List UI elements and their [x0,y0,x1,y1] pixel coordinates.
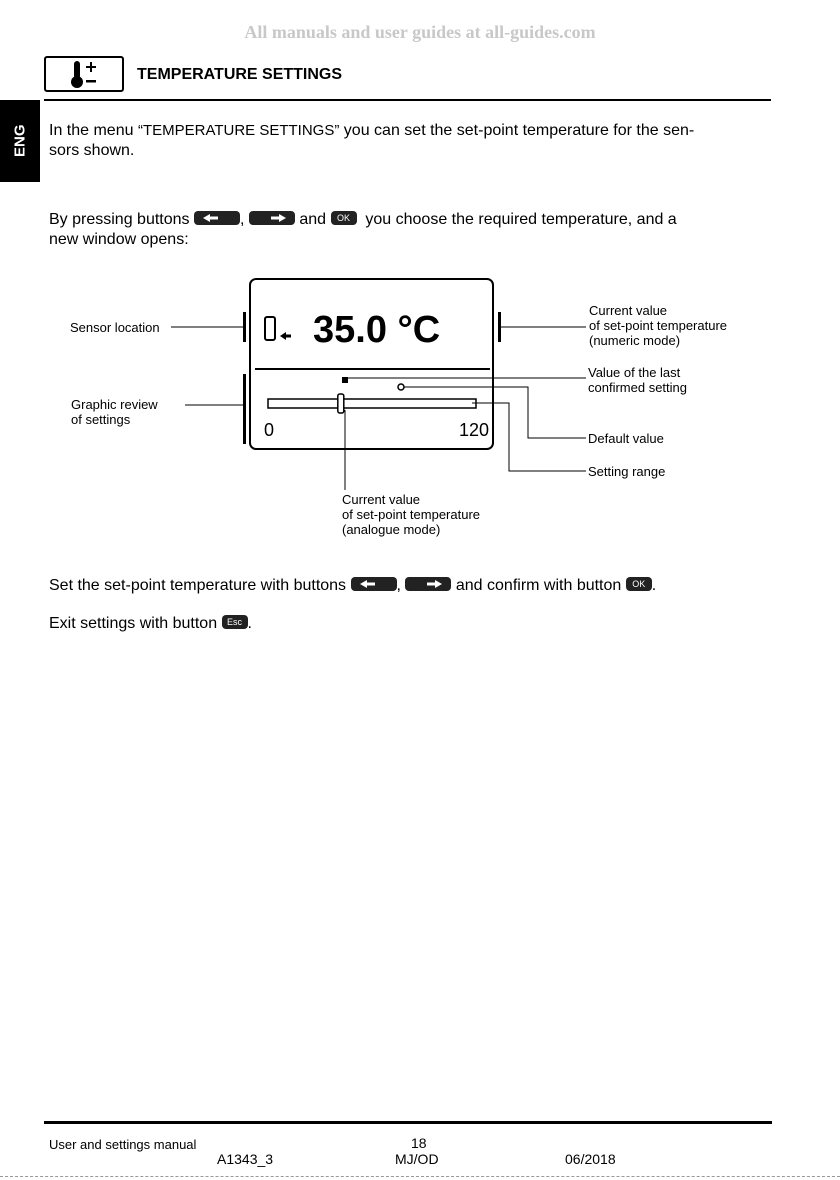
callout-default-value: Default value [588,431,664,446]
left-arrow-button-icon [351,577,397,591]
footer-date: 06/2018 [565,1151,616,1167]
callout-current-numeric-line3: (numeric mode) [589,333,681,348]
para4-end: . [247,615,252,632]
page-edge [0,1176,840,1177]
callout-sensor-location: Sensor location [70,320,160,335]
current-marker [342,377,348,383]
buttons-paragraph [49,210,761,250]
callout-current-analogue-line2: of set-point temperature [342,507,481,522]
para2-text1: By pressing buttons [49,211,190,228]
callout-current-numeric [589,303,727,348]
para3-text1: Set the set-point temperature with buttons [49,577,347,594]
display-frame [250,279,493,449]
callout-current-analogue-line3: (analogue mode) [342,522,441,537]
callout-current-analogue-line1: Current value [342,492,421,507]
esc-button-icon: Esc [222,615,248,629]
callout-graphic-review-line1: Graphic review [71,397,158,412]
para4-text: Exit settings with button [49,615,218,632]
right-bracket-top [498,312,501,342]
callout-last-confirmed-line2: confirmed setting [588,380,687,395]
intro-paragraph [49,121,761,161]
language-label: ENG [11,124,29,158]
slider-thumb [338,394,344,413]
page-title: TEMPERATURE SETTINGS [137,66,343,83]
intro-post: you can set the set-point temperature for the sen- [339,122,695,139]
left-bracket-top [243,312,246,342]
callout-last-confirmed [588,365,687,395]
callout-graphic-review-line2: of settings [71,412,131,427]
display-value: 35.0 °C [313,309,441,351]
callout-setting-range: Setting range [588,464,666,479]
ok-button-icon: OK [626,577,652,591]
thermometer-plus-minus-icon [44,56,124,92]
slider-track [268,399,476,408]
callout-last-confirmed-line1: Value of the last [588,365,681,380]
para3-comma: , [396,577,401,594]
intro-menu-name: “TEMPERATURE SETTINGS” [137,122,340,139]
callout-graphic-review [71,397,158,427]
callout-current-analogue [342,492,480,537]
callout-current-numeric-line2: of set-point temperature [589,318,728,333]
right-arrow-button-icon [405,577,451,591]
scale-min: 0 [264,420,275,440]
footer-page-number: 18 [411,1135,427,1151]
footer-manual: User and settings manual [49,1137,197,1152]
right-arrow-button-icon [249,211,295,225]
exit-paragraph [49,614,761,634]
callout-current-numeric-line1: Current value [589,303,668,318]
para2-comma: , [239,211,245,228]
scale-max: 120 [458,420,489,440]
para2-and: and [299,211,327,228]
watermark: All manuals and user guides at all-guides.com [244,22,596,42]
ok-button-icon: OK [331,211,357,225]
para2-line2: new window opens: [49,231,189,248]
footer-rule [44,1121,772,1124]
left-arrow-button-icon [194,211,240,225]
left-bracket-bottom [243,374,246,444]
footer-code: A1343_3 [217,1151,274,1167]
para3-end: . [651,577,657,594]
last-confirmed-marker [398,384,404,390]
intro-pre: In the menu [49,122,138,139]
header-rule [44,99,771,101]
intro-line2: sors shown. [49,142,135,159]
footer-author: MJ/OD [395,1151,439,1167]
set-paragraph [49,576,761,596]
para3-text2: and confirm with button [455,577,622,594]
para2-text2: you choose the required temperature, and a [365,211,677,228]
